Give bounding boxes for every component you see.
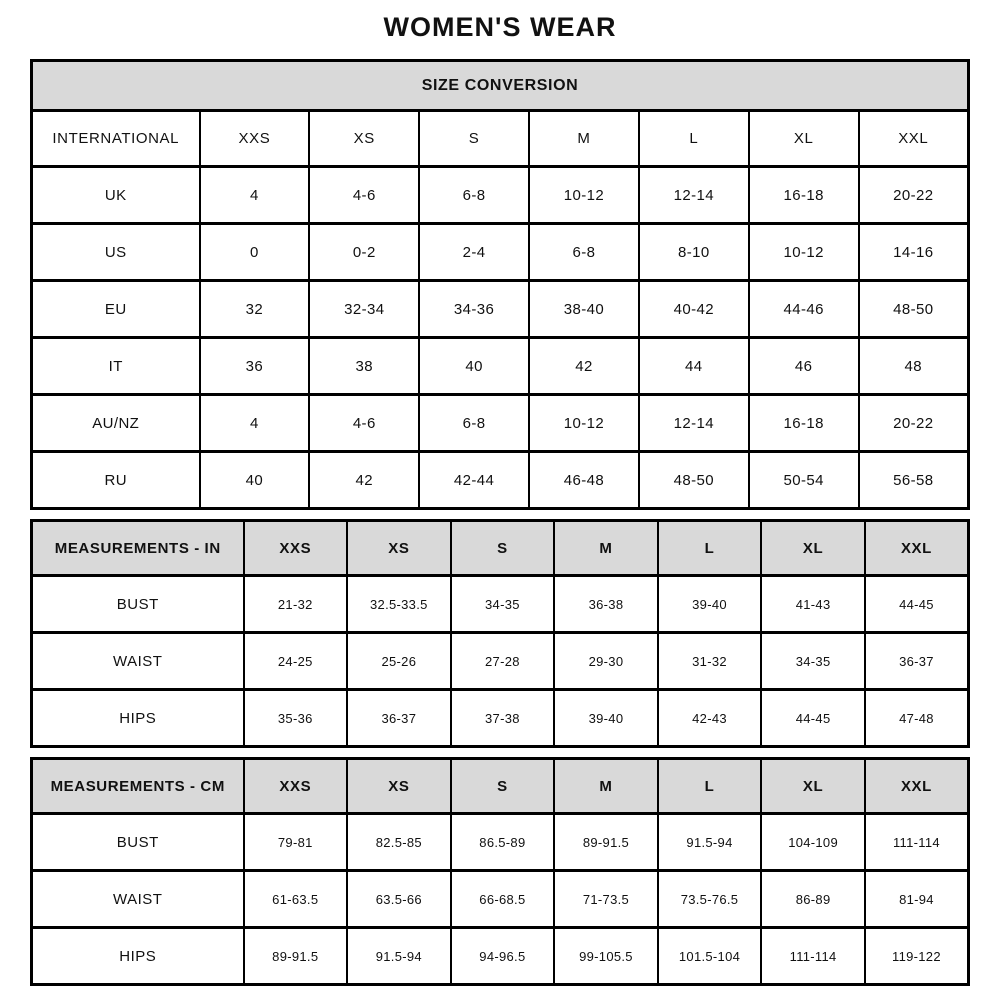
cell-value: 4-6 [309, 395, 419, 452]
table-row-us [32, 224, 969, 281]
cell-value: 73.5-76.5 [658, 871, 762, 928]
cell-value: 39-40 [658, 576, 762, 633]
cell-value: 71-73.5 [554, 871, 658, 928]
measurements-cm-header-row [32, 759, 969, 814]
cell-value: 32-34 [309, 281, 419, 338]
cell-value: 42-44 [419, 452, 529, 509]
cell-value: 12-14 [639, 167, 749, 224]
cell-value: 81-94 [865, 871, 969, 928]
table-row-uk [32, 167, 969, 224]
cell-value: 111-114 [761, 928, 865, 985]
row-label: HIPS [32, 690, 244, 747]
cell-value: 37-38 [451, 690, 555, 747]
cell-value: 119-122 [865, 928, 969, 985]
cell-value: 91.5-94 [658, 814, 762, 871]
table-row-hips [32, 928, 969, 985]
cell-value: 66-68.5 [451, 871, 555, 928]
cell-value: 40 [419, 338, 529, 395]
cell-value: 12-14 [639, 395, 749, 452]
cell-value: 41-43 [761, 576, 865, 633]
cell-value: 32.5-33.5 [347, 576, 451, 633]
size-conversion-columns-row [32, 111, 969, 167]
cell-value: 89-91.5 [554, 814, 658, 871]
cell-value: 82.5-85 [347, 814, 451, 871]
cell-value: 16-18 [749, 167, 859, 224]
measurements-cm-table [30, 757, 970, 986]
size-conversion-table [30, 59, 970, 510]
cell-value: 24-25 [244, 633, 348, 690]
table-row-hips [32, 690, 969, 747]
cell-value: 63.5-66 [347, 871, 451, 928]
cell-value: 101.5-104 [658, 928, 762, 985]
cell-value: 21-32 [244, 576, 348, 633]
cell-value: 111-114 [865, 814, 969, 871]
cell-value: 38-40 [529, 281, 639, 338]
cell-value: 36-37 [865, 633, 969, 690]
size-conversion-column-2: XS [309, 111, 419, 167]
size-conversion-column-4: M [529, 111, 639, 167]
size-conversion-column-6: XL [749, 111, 859, 167]
cell-value: 25-26 [347, 633, 451, 690]
table-row-it [32, 338, 969, 395]
cell-value: 42-43 [658, 690, 762, 747]
measurements-in-table [30, 519, 970, 748]
cell-value: 32 [200, 281, 310, 338]
table-row-bust [32, 814, 969, 871]
cell-value: 16-18 [749, 395, 859, 452]
cell-value: 8-10 [639, 224, 749, 281]
cell-value: 34-35 [451, 576, 555, 633]
row-label: EU [32, 281, 200, 338]
cell-value: 36-37 [347, 690, 451, 747]
page-title: WOMEN'S WEAR [383, 12, 617, 42]
cell-value: 40 [200, 452, 310, 509]
cell-value: 42 [309, 452, 419, 509]
cell-value: 31-32 [658, 633, 762, 690]
cell-value: 91.5-94 [347, 928, 451, 985]
cell-value: 38 [309, 338, 419, 395]
cell-value: 48-50 [639, 452, 749, 509]
cell-value: 6-8 [529, 224, 639, 281]
size-conversion-column-3: S [419, 111, 529, 167]
cell-value: 99-105.5 [554, 928, 658, 985]
cell-value: 56-58 [859, 452, 969, 509]
measurements-cm-size-6: XXL [865, 759, 969, 814]
cell-value: 39-40 [554, 690, 658, 747]
cell-value: 79-81 [244, 814, 348, 871]
cell-value: 104-109 [761, 814, 865, 871]
cell-value: 86.5-89 [451, 814, 555, 871]
row-label: BUST [32, 576, 244, 633]
measurements-in-size-2: S [451, 521, 555, 576]
table-row-waist [32, 633, 969, 690]
row-label: IT [32, 338, 200, 395]
cell-value: 2-4 [419, 224, 529, 281]
table-row-au-nz [32, 395, 969, 452]
cell-value: 44 [639, 338, 749, 395]
measurements-cm-body [32, 814, 969, 985]
size-conversion-header: SIZE CONVERSION [32, 61, 969, 111]
row-label: UK [32, 167, 200, 224]
row-label: WAIST [32, 633, 244, 690]
measurements-in-size-0: XXS [244, 521, 348, 576]
row-label: WAIST [32, 871, 244, 928]
cell-value: 42 [529, 338, 639, 395]
cell-value: 34-36 [419, 281, 529, 338]
cell-value: 10-12 [529, 167, 639, 224]
measurements-cm-header: MEASUREMENTS - CM [32, 759, 244, 814]
cell-value: 14-16 [859, 224, 969, 281]
size-conversion-column-1: XXS [200, 111, 310, 167]
cell-value: 0-2 [309, 224, 419, 281]
size-conversion-column-7: XXL [859, 111, 969, 167]
size-conversion-body [32, 167, 969, 509]
cell-value: 36 [200, 338, 310, 395]
cell-value: 94-96.5 [451, 928, 555, 985]
row-label: AU/NZ [32, 395, 200, 452]
measurements-in-header: MEASUREMENTS - IN [32, 521, 244, 576]
measurements-in-size-5: XL [761, 521, 865, 576]
cell-value: 86-89 [761, 871, 865, 928]
measurements-in-size-3: M [554, 521, 658, 576]
row-label: US [32, 224, 200, 281]
cell-value: 50-54 [749, 452, 859, 509]
cell-value: 46-48 [529, 452, 639, 509]
cell-value: 10-12 [749, 224, 859, 281]
measurements-in-body [32, 576, 969, 747]
cell-value: 10-12 [529, 395, 639, 452]
measurements-in-size-6: XXL [865, 521, 969, 576]
cell-value: 48-50 [859, 281, 969, 338]
table-row-ru [32, 452, 969, 509]
cell-value: 6-8 [419, 395, 529, 452]
row-label: BUST [32, 814, 244, 871]
cell-value: 20-22 [859, 395, 969, 452]
cell-value: 48 [859, 338, 969, 395]
measurements-in-size-4: L [658, 521, 762, 576]
size-conversion-column-0: INTERNATIONAL [32, 111, 200, 167]
row-label: RU [32, 452, 200, 509]
cell-value: 34-35 [761, 633, 865, 690]
table-row-waist [32, 871, 969, 928]
cell-value: 29-30 [554, 633, 658, 690]
cell-value: 4 [200, 167, 310, 224]
size-conversion-banner-row [32, 61, 969, 111]
cell-value: 4-6 [309, 167, 419, 224]
cell-value: 89-91.5 [244, 928, 348, 985]
measurements-cm-size-4: L [658, 759, 762, 814]
cell-value: 61-63.5 [244, 871, 348, 928]
size-conversion-column-5: L [639, 111, 749, 167]
cell-value: 44-45 [761, 690, 865, 747]
cell-value: 35-36 [244, 690, 348, 747]
cell-value: 44-45 [865, 576, 969, 633]
cell-value: 4 [200, 395, 310, 452]
cell-value: 20-22 [859, 167, 969, 224]
measurements-in-size-1: XS [347, 521, 451, 576]
measurements-cm-size-2: S [451, 759, 555, 814]
table-row-bust [32, 576, 969, 633]
cell-value: 27-28 [451, 633, 555, 690]
measurements-cm-size-0: XXS [244, 759, 348, 814]
cell-value: 0 [200, 224, 310, 281]
measurements-in-header-row [32, 521, 969, 576]
cell-value: 44-46 [749, 281, 859, 338]
row-label: HIPS [32, 928, 244, 985]
measurements-cm-size-5: XL [761, 759, 865, 814]
measurements-cm-size-1: XS [347, 759, 451, 814]
cell-value: 6-8 [419, 167, 529, 224]
cell-value: 47-48 [865, 690, 969, 747]
cell-value: 36-38 [554, 576, 658, 633]
cell-value: 40-42 [639, 281, 749, 338]
table-row-eu [32, 281, 969, 338]
measurements-cm-size-3: M [554, 759, 658, 814]
cell-value: 46 [749, 338, 859, 395]
